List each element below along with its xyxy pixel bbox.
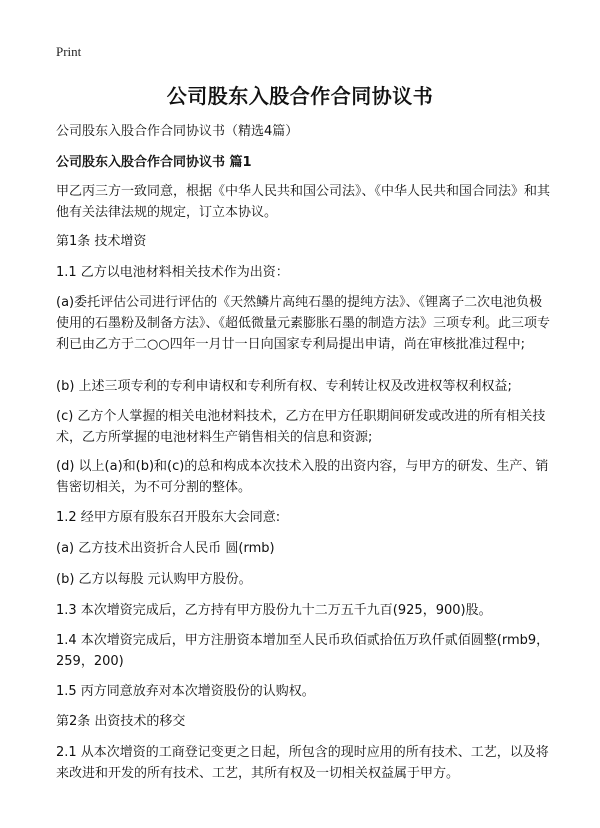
clause-1-1-d: (d) 以上(a)和(b)和(c)的总和构成本次技术入股的出资内容，与甲方的研发、生产、销售密切相关，为不可分割的整体。 (56, 459, 549, 495)
clause-1-1-b: (b) 上述三项专利的专利申请权和专利所有权、专利转让权及改进权等权利权益; (56, 379, 512, 394)
clause-1-3: 1.3 本次增资完成后，乙方持有甲方股份九十二万五千九百(925，900)股。 (56, 603, 492, 618)
page-title: 公司股东入股合作合同协议书 (166, 84, 434, 108)
article-heading-2: 第2条 出资技术的移交 (56, 714, 186, 729)
clause-1-2-a: (a) 乙方技术出资折合人民币 圆(rmb) (56, 541, 275, 556)
clause-1-1-c: (c) 乙方个人掌握的相关电池材料技术，乙方在甲方任职期间研发或改进的所有相关技术，乙方所掌握的电池材料生产销售相关的信息和资源; (56, 409, 546, 445)
article-heading-1: 第1条 技术增资 (56, 234, 147, 249)
print-link[interactable]: Print (56, 44, 82, 59)
section-heading: 公司股东入股合作合同协议书 篇1 (56, 155, 252, 170)
clause-1-4: 1.4 本次增资完成后，甲方注册资本增加至人民币玖佰贰拾伍万玖仟贰佰圆整(rmb9，259，200) (56, 633, 550, 669)
clause-1-2: 1.2 经甲方原有股东召开股东大会同意: (56, 510, 281, 525)
clause-1-1: 1.1 乙方以电池材料相关技术作为出资： (56, 265, 289, 280)
clause-1-1-a: (a)委托评估公司进行评估的《天然鳞片高纯石墨的提纯方法》、《锂离子二次电池负极使用的石墨粉及制备方法》、《超低微量元素膨胀石墨的制造方法》三项专利。此三项专利已由乙方于二○○四年一月廿一日向国家专利局提出申请，尚在审核批准过程中; (56, 295, 551, 352)
document-subtitle: 公司股东入股合作合同协议书（精选4篇） (56, 124, 299, 139)
clause-1-2-b: (b) 乙方以每股 元认购甲方股份。 (56, 572, 252, 587)
clause-2-1: 2.1 从本次增资的工商登记变更之日起，所包含的现时应用的所有技术、工艺，以及将来改进和开发的所有技术、工艺，其所有权及一切相关权益属于甲方。 (56, 745, 549, 781)
clause-1-5: 1.5 丙方同意放弃对本次增资股份的认购权。 (56, 684, 315, 699)
paragraph-intro: 甲乙丙三方一致同意，根据《中华人民共和国公司法》、《中华人民共和国合同法》和其他有关法律法规的规定，订立本协议。 (56, 184, 551, 220)
